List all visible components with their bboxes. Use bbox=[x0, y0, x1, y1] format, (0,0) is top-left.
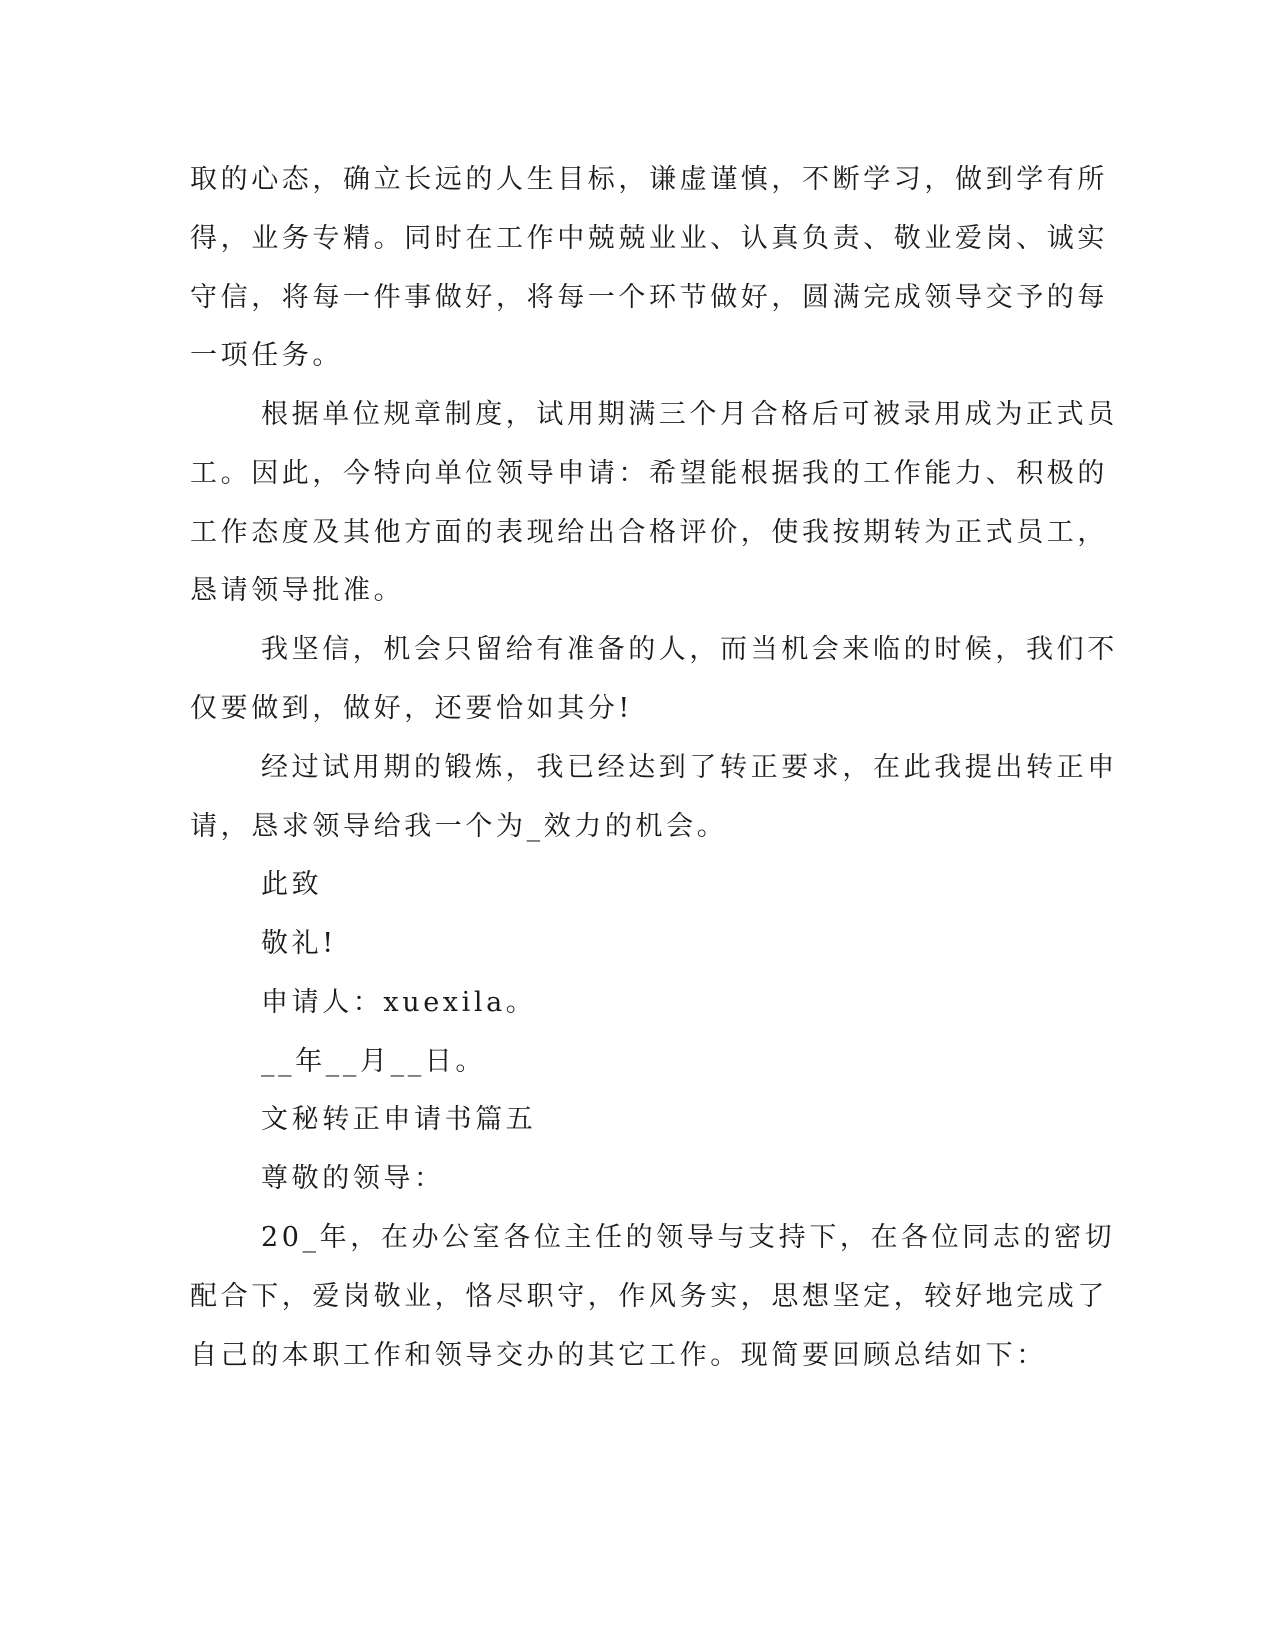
text-line: 得，业务专精。同时在工作中兢兢业业、认真负责、敬业爱岗、诚实 bbox=[190, 223, 1108, 254]
text-line: 仅要做到，做好，还要恰如其分! bbox=[190, 693, 633, 724]
text-line: 工作态度及其他方面的表现给出合格评价，使我按期转为正式员工， bbox=[190, 517, 1108, 548]
paragraph-first-line: 我坚信，机会只留给有准备的人，而当机会来临的时候，我们不 bbox=[261, 634, 1118, 665]
paragraph-first-line: 经过试用期的锻炼，我已经达到了转正要求，在此我提出转正申 bbox=[261, 752, 1118, 783]
closing-salutation: 此致 bbox=[261, 869, 323, 900]
text-line: 一项任务。 bbox=[190, 340, 343, 371]
text-line: 恳请领导批准。 bbox=[190, 575, 405, 606]
text-line: 取的心态，确立长远的人生目标，谦虚谨慎，不断学习，做到学有所 bbox=[190, 164, 1108, 195]
paragraph-first-line: 20_年，在办公室各位主任的领导与支持下，在各位同志的密切 bbox=[261, 1222, 1116, 1253]
text-line: 守信，将每一件事做好，将每一个环节做好，圆满完成领导交予的每 bbox=[190, 282, 1108, 313]
paragraph-first-line: 根据单位规章制度，试用期满三个月合格后可被录用成为正式员 bbox=[261, 399, 1118, 430]
text-line: 请，恳求领导给我一个为_效力的机会。 bbox=[190, 811, 728, 842]
closing-regards: 敬礼! bbox=[261, 928, 337, 959]
date-line: __年__月__日。 bbox=[261, 1046, 486, 1077]
text-line: 自己的本职工作和领导交办的其它工作。现简要回顾总结如下： bbox=[190, 1340, 1047, 1371]
text-line: 工。因此，今特向单位领导申请：希望能根据我的工作能力、积极的 bbox=[190, 458, 1108, 489]
text-line: 配合下，爱岗敬业，恪尽职守，作风务实，思想坚定，较好地完成了 bbox=[190, 1281, 1108, 1312]
applicant-signature: 申请人：xuexila。 bbox=[261, 987, 537, 1018]
section-title: 文秘转正申请书篇五 bbox=[261, 1104, 537, 1135]
greeting: 尊敬的领导： bbox=[261, 1163, 445, 1194]
